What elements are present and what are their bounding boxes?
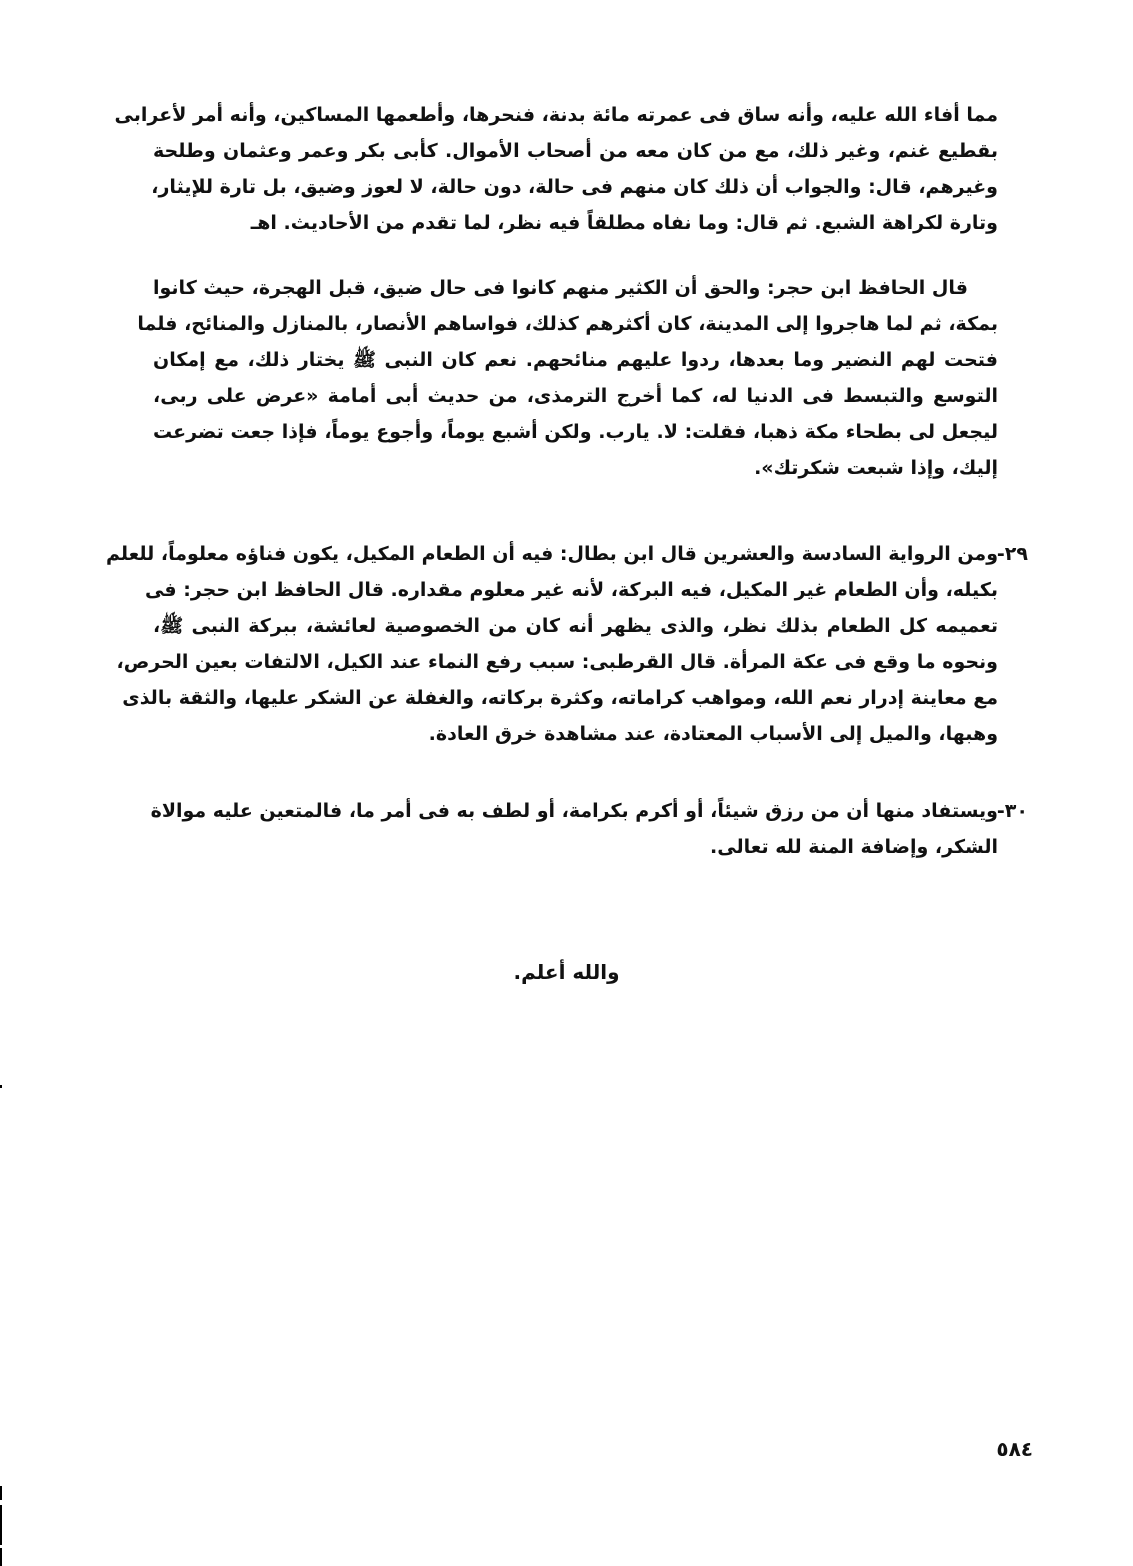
item-number: ٣٠- [996, 800, 1028, 822]
page-number: ٥٨٤ [996, 1437, 1033, 1461]
item-number: ٢٩- [996, 543, 1028, 565]
paragraph-1 [114, 97, 998, 241]
text-line: مما أفاء الله عليه، وأنه ساق فى عمرته مائة بدنة، فنحرها، وأطعمها المساكين، وأنه أمر لأعرابى [114, 104, 998, 126]
text-line: مع معاينة إدرار نعم الله، ومواهب كراماته، وكثرة بركاته، والغفلة عن الشكر عليها، والثقة بالذى [122, 687, 998, 709]
text-line: ونحوه ما وقع فى عكة المرأة. قال القرطبى: سبب رفع النماء عند الكيل، الالتفات بعين الحرص، [116, 651, 998, 673]
text-line: ويستفاد منها أن من رزق شيئاً، أو أكرم بكرامة، أو لطف به فى أمر ما، فالمتعين عليه موالاة [150, 800, 998, 822]
scan-edge-mark [0, 1548, 2, 1566]
numbered-item-29 [106, 536, 1028, 752]
scan-edge-mark [0, 1505, 2, 1545]
text-line: إليك، وإذا شبعت شكرتك». [754, 457, 998, 479]
text-line: بقطيع غنم، وغير ذلك، مع من كان معه من أصحاب الأموال. كأبى بكر وعمر وعثمان وطلحة [153, 140, 998, 162]
paragraph-2 [137, 270, 998, 486]
text-line: ومن الرواية السادسة والعشرين قال ابن بطال: فيه أن الطعام المكيل، يكون فناؤه معلوماً، للعلم [106, 543, 998, 565]
numbered-item-30 [150, 793, 1028, 865]
scan-edge-mark [0, 1085, 2, 1088]
closing-phrase: والله أعلم. [513, 960, 620, 984]
text-line: فتحت لهم النضير وما بعدها، ردوا عليهم منائحهم. نعم كان النبى ﷺ يختار ذلك، مع إمكان [153, 349, 998, 371]
text-line: التوسع والتبسط فى الدنيا له، كما أخرج الترمذى، من حديث أبى أمامة «عرض على ربى، [153, 385, 998, 407]
text-line: وهبها، والميل إلى الأسباب المعتادة، عند مشاهدة خرق العادة. [428, 723, 998, 745]
text-line: الشكر، وإضافة المنة لله تعالى. [710, 836, 998, 858]
text-line: وتارة لكراهة الشبع. ثم قال: وما نفاه مطلقاً فيه نظر، لما تقدم من الأحاديث. اهـ [250, 212, 998, 234]
text-line: بمكة، ثم لما هاجروا إلى المدينة، كان أكثرهم كذلك، فواساهم الأنصار، بالمنازل والمنائح، فلما [137, 313, 998, 335]
scan-edge-mark [0, 1486, 2, 1500]
text-line: وغيرهم، قال: والجواب أن ذلك كان منهم فى حالة، دون حالة، لا لعوز وضيق، بل تارة للإيثار، [151, 176, 998, 198]
text-line: بكيله، وأن الطعام غير المكيل، فيه البركة، لأنه غير معلوم مقداره. قال الحافظ ابن حجر: فى [144, 579, 998, 601]
text-line: تعميمه كل الطعام بذلك نظر، والذى يظهر أنه كان من الخصوصية لعائشة، ببركة النبى ﷺ، [153, 615, 998, 637]
text-line: ليجعل لى بطحاء مكة ذهبا، فقلت: لا. يارب. ولكن أشبع يوماً، وأجوع يوماً، فإذا جعت تضرعت [153, 421, 998, 443]
text-line: قال الحافظ ابن حجر: والحق أن الكثير منهم كانوا فى حال ضيق، قبل الهجرة، حيث كانوا [153, 277, 968, 299]
